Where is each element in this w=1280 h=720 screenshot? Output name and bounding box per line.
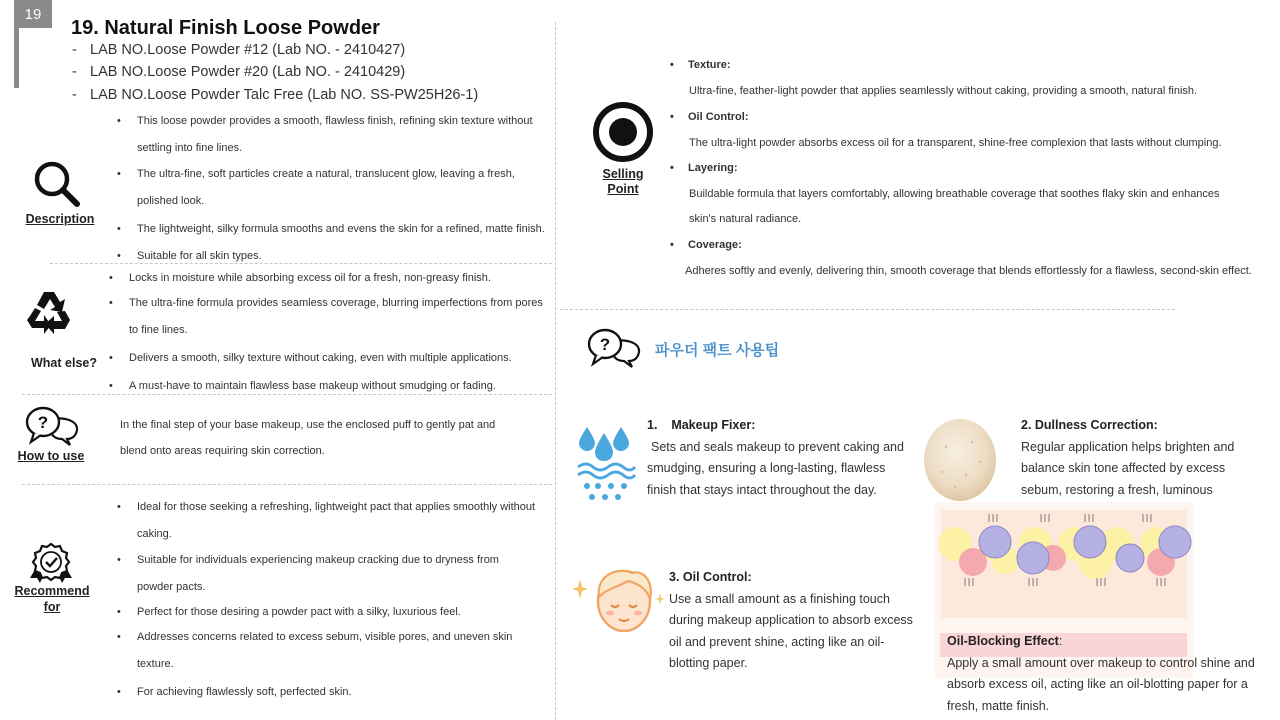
list-item: • Perfect for those desiring a powder pact with a silky, luxurious feel. bbox=[117, 600, 537, 624]
list-item: • A must-have to maintain flawless base makeup without smudging or fading. bbox=[109, 373, 549, 400]
list-item: • Suitable for all skin types. bbox=[117, 243, 549, 270]
tip-dullness-correction: 2. Dullness Correction: Regular application helps brighten and balance skin tone affected by excess sebum, restoring a fresh, luminous bbox=[1021, 418, 1235, 497]
selling-point-layering: • Layering: Buildable formula that layers comfortably, allowing breathable coverage that soothes flaky skin and enhances skin's natural radiance. bbox=[670, 162, 1230, 232]
recommend-list bbox=[117, 494, 537, 706]
how-to-use-label: How to use bbox=[17, 449, 85, 463]
page-accent-bar bbox=[14, 28, 19, 88]
svg-text:?: ? bbox=[599, 335, 611, 354]
section-divider bbox=[22, 394, 552, 395]
speech-bubbles-icon bbox=[24, 406, 80, 451]
selling-point-oil-control: • Oil Control: The ultra-light powder absorbs excess oil for a transparent, shine-free complexion that lasts without clumping. bbox=[670, 111, 1260, 149]
section-divider bbox=[50, 263, 552, 264]
what-else-label: What else? bbox=[31, 356, 97, 370]
award-badge-icon bbox=[28, 542, 74, 589]
target-icon bbox=[592, 101, 654, 168]
description-label: Description bbox=[25, 212, 95, 226]
list-item: • Ideal for those seeking a refreshing, lightweight pact that applies smoothly without caking. bbox=[117, 494, 537, 547]
recycle-icon bbox=[24, 288, 74, 341]
tip-makeup-fixer: 1. Makeup Fixer: Sets and seals makeup to prevent caking and smudging, ensuring a long-lasting, flawless finish that stays intact throughout the day. bbox=[647, 418, 904, 497]
selling-point-label: Selling Point bbox=[602, 167, 644, 196]
list-item: • Suitable for individuals experiencing makeup cracking due to dryness from powder pacts. bbox=[117, 547, 537, 600]
column-divider bbox=[555, 22, 556, 720]
magnifier-icon bbox=[31, 158, 83, 215]
face-icon bbox=[570, 565, 666, 642]
recommend-label: Recommend for bbox=[14, 584, 90, 614]
list-item: • Addresses concerns related to excess sebum, visible pores, and uneven skin texture. bbox=[117, 624, 537, 677]
lab-number-3: - LAB NO.Loose Powder Talc Free (Lab NO. SS-PW25H26-1) bbox=[72, 87, 479, 103]
tip-oil-control: 3. Oil Control: Use a small amount as a finishing touch during makeup application to absorb excess oil and prevent shine, acting like an oil-blotting paper. bbox=[669, 570, 913, 670]
speech-bubbles-icon bbox=[586, 328, 642, 373]
svg-text:?: ? bbox=[37, 413, 49, 432]
list-item: • For achieving flawlessly soft, perfected skin. bbox=[117, 679, 537, 706]
lab-number-2: - LAB NO.Loose Powder #20 (Lab NO. - 2410429) bbox=[72, 64, 406, 80]
what-else-list bbox=[109, 268, 549, 399]
page-number: 19 bbox=[14, 0, 52, 28]
list-item: • The ultra-fine, soft particles create a natural, translucent glow, leaving a fresh, polished look. bbox=[117, 161, 549, 214]
section-divider bbox=[560, 309, 1175, 310]
list-item: • This loose powder provides a smooth, flawless finish, refining skin texture without settling into fine lines. bbox=[117, 108, 549, 161]
description-list bbox=[117, 108, 549, 269]
powder-icon bbox=[922, 417, 998, 508]
selling-point-coverage: • Coverage: Adheres softly and evenly, delivering thin, smooth coverage that blends effortlessly for a flawless, second-skin effect. bbox=[670, 239, 1260, 277]
water-drops-icon bbox=[575, 423, 637, 508]
list-item: • The ultra-fine formula provides seamless coverage, blurring imperfections from pores to fine lines. bbox=[109, 290, 549, 343]
selling-point-texture: • Texture: Ultra-fine, feather-light powder that applies seamlessly without caking, providing a smooth, natural finish. bbox=[670, 59, 1260, 97]
list-item: • The lightweight, silky formula smooths and evens the skin for a refined, matte finish. bbox=[117, 216, 549, 243]
oil-blocking-effect: Oil-Blocking Effect: Apply a small amount over makeup to control shine and absorb excess oil, acting like an oil-blotting paper for a fresh, matte finish. bbox=[947, 634, 1255, 713]
how-to-use-text: In the final step of your base makeup, use the enclosed puff to gently pat and blend onto areas requiring skin correction. bbox=[120, 419, 496, 457]
section-divider bbox=[22, 484, 552, 485]
list-item: • Delivers a smooth, silky texture without caking, even with multiple applications. bbox=[109, 345, 549, 372]
lab-number-1: - LAB NO.Loose Powder #12 (Lab NO. - 2410427) bbox=[72, 42, 406, 58]
list-item: • Locks in moisture while absorbing excess oil for a fresh, non-greasy finish. bbox=[109, 268, 549, 288]
page-title: 19. Natural Finish Loose Powder bbox=[71, 17, 380, 39]
tips-title: 파우더 팩트 사용팁 bbox=[655, 342, 780, 359]
